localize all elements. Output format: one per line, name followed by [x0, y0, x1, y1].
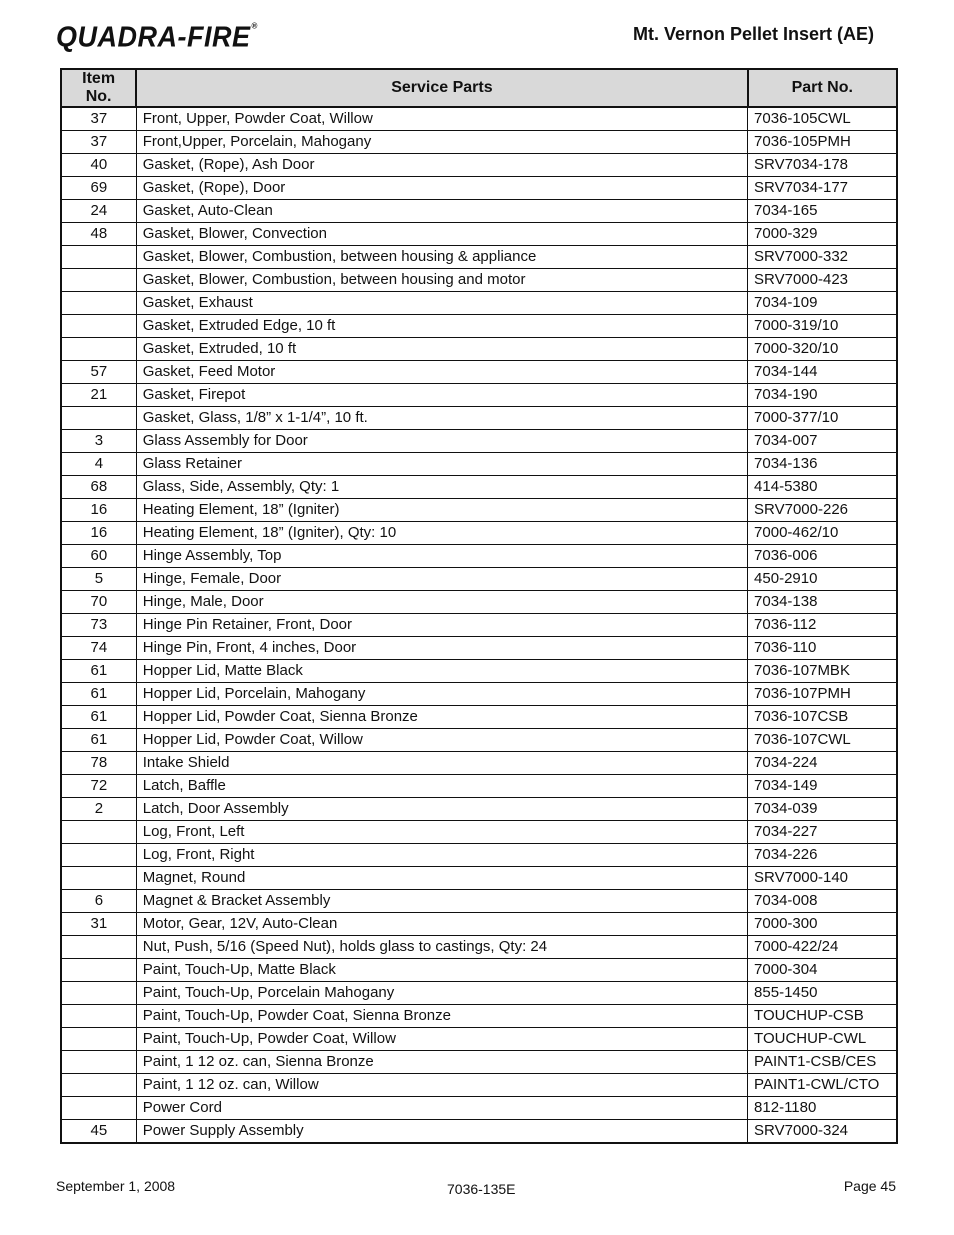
table-row — [61, 913, 897, 936]
table-row — [61, 361, 897, 384]
service-part-cell: Paint, Touch-Up, Powder Coat, Sienna Bronze — [136, 1005, 747, 1028]
table-row — [61, 706, 897, 729]
item-no-cell: 3 — [61, 430, 136, 453]
item-no-cell — [61, 1097, 136, 1120]
service-part-cell: Hinge Pin Retainer, Front, Door — [136, 614, 747, 637]
item-no-cell — [61, 867, 136, 890]
table-row — [61, 407, 897, 430]
table-row — [61, 315, 897, 338]
service-part-cell: Magnet, Round — [136, 867, 747, 890]
quadra-fire-logo — [56, 21, 258, 54]
item-no-cell: 5 — [61, 568, 136, 591]
service-part-cell: Log, Front, Left — [136, 821, 747, 844]
item-no-cell — [61, 821, 136, 844]
service-part-cell: Heating Element, 18” (Igniter), Qty: 10 — [136, 522, 747, 545]
part-no-cell: 7034-136 — [748, 453, 897, 476]
table-row — [61, 798, 897, 821]
table-row — [61, 246, 897, 269]
service-part-cell: Hopper Lid, Matte Black — [136, 660, 747, 683]
table-row — [61, 1097, 897, 1120]
part-no-cell: 7036-105CWL — [748, 107, 897, 131]
footer-page-number: Page 45 — [843, 1178, 896, 1194]
logo-text: QUADRA-FIRE — [56, 21, 251, 53]
item-no-cell: 61 — [61, 729, 136, 752]
column-header-service-parts: Service Parts — [136, 69, 747, 107]
service-part-cell: Gasket, Exhaust — [136, 292, 747, 315]
item-no-cell: 24 — [61, 200, 136, 223]
item-no-cell — [61, 982, 136, 1005]
service-part-cell: Log, Front, Right — [136, 844, 747, 867]
part-no-cell: TOUCHUP-CWL — [748, 1028, 897, 1051]
table-row — [61, 844, 897, 867]
table-row — [61, 982, 897, 1005]
table-row — [61, 269, 897, 292]
table-row — [61, 637, 897, 660]
service-part-cell: Paint, Touch-Up, Porcelain Mahogany — [136, 982, 747, 1005]
service-part-cell: Nut, Push, 5/16 (Speed Nut), holds glass to castings, Qty: 24 — [136, 936, 747, 959]
table-row — [61, 660, 897, 683]
table-row — [61, 476, 897, 499]
part-no-cell: 7000-320/10 — [748, 338, 897, 361]
item-no-cell: 61 — [61, 683, 136, 706]
table-row — [61, 867, 897, 890]
service-part-cell: Paint, 1 12 oz. can, Willow — [136, 1074, 747, 1097]
trademark-mark: ® — [251, 21, 258, 31]
part-no-cell: 7000-319/10 — [748, 315, 897, 338]
service-part-cell: Hopper Lid, Porcelain, Mahogany — [136, 683, 747, 706]
part-no-cell: 7036-107PMH — [748, 683, 897, 706]
service-part-cell: Gasket, Blower, Convection — [136, 223, 747, 246]
service-part-cell: Intake Shield — [136, 752, 747, 775]
part-no-cell: 7000-329 — [748, 223, 897, 246]
service-part-cell: Magnet & Bracket Assembly — [136, 890, 747, 913]
item-no-cell — [61, 246, 136, 269]
part-no-cell: 7034-144 — [748, 361, 897, 384]
table-row — [61, 177, 897, 200]
item-no-cell: 40 — [61, 154, 136, 177]
item-no-cell: 61 — [61, 660, 136, 683]
table-row — [61, 683, 897, 706]
footer-date: September 1, 2008 — [56, 1178, 176, 1194]
part-no-cell: 7034-226 — [748, 844, 897, 867]
table-row — [61, 614, 897, 637]
part-no-cell: 7034-109 — [748, 292, 897, 315]
item-no-cell — [61, 959, 136, 982]
item-no-cell: 16 — [61, 499, 136, 522]
table-row — [61, 775, 897, 798]
service-part-cell: Glass, Side, Assembly, Qty: 1 — [136, 476, 747, 499]
part-no-cell: SRV7034-178 — [748, 154, 897, 177]
service-part-cell: Gasket, Firepot — [136, 384, 747, 407]
part-no-cell: 7036-105PMH — [748, 131, 897, 154]
table-row — [61, 430, 897, 453]
part-no-cell: PAINT1-CSB/CES — [748, 1051, 897, 1074]
item-no-cell: 45 — [61, 1120, 136, 1144]
item-no-cell: 57 — [61, 361, 136, 384]
part-no-cell: SRV7034-177 — [748, 177, 897, 200]
item-no-cell — [61, 269, 136, 292]
service-part-cell: Heating Element, 18” (Igniter) — [136, 499, 747, 522]
part-no-cell: 7034-224 — [748, 752, 897, 775]
part-no-cell: 7036-107MBK — [748, 660, 897, 683]
item-no-cell: 78 — [61, 752, 136, 775]
service-part-cell: Gasket, Blower, Combustion, between housing & appliance — [136, 246, 747, 269]
item-no-cell — [61, 844, 136, 867]
item-no-cell — [61, 338, 136, 361]
item-no-cell: 74 — [61, 637, 136, 660]
service-part-cell: Gasket, Glass, 1/8” x 1-1/4”, 10 ft. — [136, 407, 747, 430]
service-part-cell: Hopper Lid, Powder Coat, Sienna Bronze — [136, 706, 747, 729]
service-part-cell: Power Cord — [136, 1097, 747, 1120]
part-no-cell: 7000-377/10 — [748, 407, 897, 430]
item-no-cell — [61, 407, 136, 430]
part-no-cell: 7036-107CWL — [748, 729, 897, 752]
service-part-cell: Gasket, Feed Motor — [136, 361, 747, 384]
table-row — [61, 338, 897, 361]
table-row — [61, 959, 897, 982]
item-no-cell — [61, 1051, 136, 1074]
service-part-cell: Hinge Assembly, Top — [136, 545, 747, 568]
column-header-part-no: Part No. — [748, 69, 897, 107]
service-part-cell: Hinge Pin, Front, 4 inches, Door — [136, 637, 747, 660]
table-row — [61, 200, 897, 223]
item-no-cell: 73 — [61, 614, 136, 637]
table-row — [61, 729, 897, 752]
part-no-cell: 7034-007 — [748, 430, 897, 453]
service-part-cell: Paint, 1 12 oz. can, Sienna Bronze — [136, 1051, 747, 1074]
service-part-cell: Gasket, Extruded Edge, 10 ft — [136, 315, 747, 338]
table-header-row — [61, 69, 897, 107]
item-no-cell: 21 — [61, 384, 136, 407]
item-no-cell — [61, 936, 136, 959]
item-no-cell: 6 — [61, 890, 136, 913]
item-no-cell: 37 — [61, 107, 136, 131]
part-no-cell: 450-2910 — [748, 568, 897, 591]
part-no-cell: SRV7000-226 — [748, 499, 897, 522]
service-part-cell: Hinge, Female, Door — [136, 568, 747, 591]
table-row — [61, 1005, 897, 1028]
service-part-cell: Gasket, Extruded, 10 ft — [136, 338, 747, 361]
table-row — [61, 568, 897, 591]
service-part-cell: Gasket, (Rope), Door — [136, 177, 747, 200]
table-row — [61, 522, 897, 545]
service-part-cell: Front,Upper, Porcelain, Mahogany — [136, 131, 747, 154]
item-no-cell: 31 — [61, 913, 136, 936]
part-no-cell: 7034-138 — [748, 591, 897, 614]
part-no-cell: 7034-190 — [748, 384, 897, 407]
table-row — [61, 453, 897, 476]
table-row — [61, 107, 897, 131]
item-no-cell — [61, 1028, 136, 1051]
service-part-cell: Paint, Touch-Up, Matte Black — [136, 959, 747, 982]
service-part-cell: Power Supply Assembly — [136, 1120, 747, 1144]
part-no-cell: 7000-300 — [748, 913, 897, 936]
part-no-cell: SRV7000-332 — [748, 246, 897, 269]
table-row — [61, 1074, 897, 1097]
part-no-cell: 7000-304 — [748, 959, 897, 982]
item-no-cell: 68 — [61, 476, 136, 499]
part-no-cell: 7034-149 — [748, 775, 897, 798]
part-no-cell: 7036-006 — [748, 545, 897, 568]
service-part-cell: Latch, Door Assembly — [136, 798, 747, 821]
item-no-cell: 4 — [61, 453, 136, 476]
service-part-cell: Hinge, Male, Door — [136, 591, 747, 614]
part-no-cell: SRV7000-423 — [748, 269, 897, 292]
service-part-cell: Motor, Gear, 12V, Auto-Clean — [136, 913, 747, 936]
service-part-cell: Gasket, (Rope), Ash Door — [136, 154, 747, 177]
part-no-cell: SRV7000-324 — [748, 1120, 897, 1144]
service-part-cell: Gasket, Auto-Clean — [136, 200, 747, 223]
table-row — [61, 591, 897, 614]
service-part-cell: Glass Retainer — [136, 453, 747, 476]
service-part-cell: Glass Assembly for Door — [136, 430, 747, 453]
item-no-cell: 37 — [61, 131, 136, 154]
part-no-cell: 855-1450 — [748, 982, 897, 1005]
table-row — [61, 1051, 897, 1074]
part-no-cell: 7036-107CSB — [748, 706, 897, 729]
table-row — [61, 131, 897, 154]
table-row — [61, 936, 897, 959]
table-row — [61, 752, 897, 775]
part-no-cell: SRV7000-140 — [748, 867, 897, 890]
table-row — [61, 223, 897, 246]
table-row — [61, 890, 897, 913]
item-no-cell — [61, 1005, 136, 1028]
item-no-cell: 16 — [61, 522, 136, 545]
part-no-cell: 7034-227 — [748, 821, 897, 844]
item-no-cell: 61 — [61, 706, 136, 729]
part-no-cell: TOUCHUP-CSB — [748, 1005, 897, 1028]
table-row — [61, 292, 897, 315]
column-header-item-no: Item No. — [61, 69, 136, 107]
service-part-cell: Paint, Touch-Up, Powder Coat, Willow — [136, 1028, 747, 1051]
item-no-cell: 69 — [61, 177, 136, 200]
service-part-cell: Gasket, Blower, Combustion, between housing and motor — [136, 269, 747, 292]
table-row — [61, 154, 897, 177]
service-part-cell: Latch, Baffle — [136, 775, 747, 798]
table-row — [61, 384, 897, 407]
part-no-cell: 7034-039 — [748, 798, 897, 821]
item-no-cell — [61, 315, 136, 338]
item-no-cell — [61, 292, 136, 315]
part-no-cell: 7034-165 — [748, 200, 897, 223]
item-no-cell: 2 — [61, 798, 136, 821]
part-no-cell: 7036-112 — [748, 614, 897, 637]
item-no-cell: 60 — [61, 545, 136, 568]
table-row — [61, 821, 897, 844]
part-no-cell: 7000-462/10 — [748, 522, 897, 545]
item-no-cell: 48 — [61, 223, 136, 246]
service-parts-table — [60, 68, 898, 1144]
service-part-cell: Hopper Lid, Powder Coat, Willow — [136, 729, 747, 752]
part-no-cell: 414-5380 — [748, 476, 897, 499]
item-no-cell — [61, 1074, 136, 1097]
part-no-cell: 7036-110 — [748, 637, 897, 660]
part-no-cell: 7034-008 — [748, 890, 897, 913]
table-row — [61, 1028, 897, 1051]
item-no-cell: 70 — [61, 591, 136, 614]
service-part-cell: Front, Upper, Powder Coat, Willow — [136, 107, 747, 131]
item-no-cell: 72 — [61, 775, 136, 798]
table-row — [61, 545, 897, 568]
table-row — [61, 1120, 897, 1144]
footer-doc-number: 7036-135E — [447, 1181, 516, 1197]
part-no-cell: 812-1180 — [748, 1097, 897, 1120]
document-title: Mt. Vernon Pellet Insert (AE) — [632, 24, 874, 44]
part-no-cell: PAINT1-CWL/CTO — [748, 1074, 897, 1097]
table-body — [61, 107, 897, 1143]
part-no-cell: 7000-422/24 — [748, 936, 897, 959]
table-row — [61, 499, 897, 522]
